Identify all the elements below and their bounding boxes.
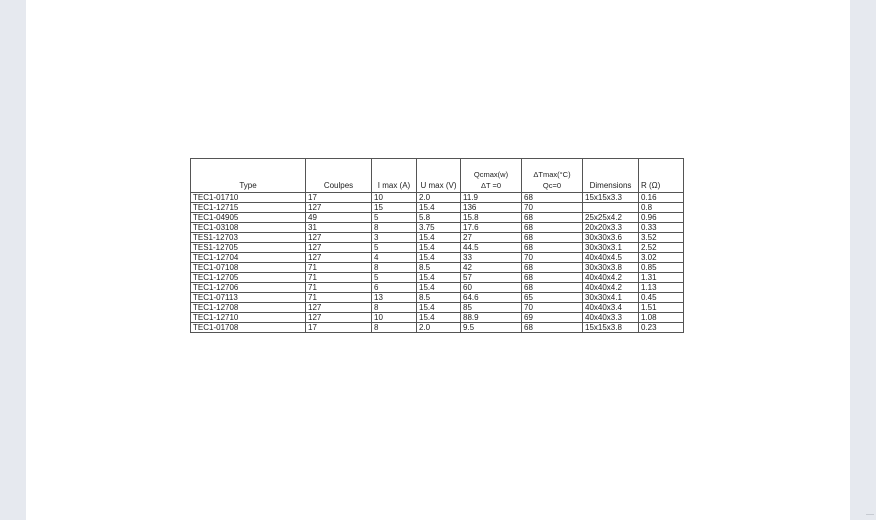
cell-qcmax: 27 — [461, 233, 522, 243]
table-row — [191, 203, 684, 213]
cell-dtmax: 65 — [522, 293, 583, 303]
cell-dimensions: 30x30x3.1 — [583, 243, 639, 253]
cell-qcmax: 9.5 — [461, 323, 522, 333]
cell-umax: 15.4 — [417, 253, 461, 263]
table-row — [191, 303, 684, 313]
cell-type: TEC1-04905 — [191, 213, 306, 223]
cell-couples: 127 — [306, 233, 372, 243]
table-row — [191, 223, 684, 233]
cell-imax: 3 — [372, 233, 417, 243]
header-dtmax-line1: ΔTmax(°C) — [533, 170, 571, 179]
cell-dimensions — [583, 203, 639, 213]
cell-qcmax: 136 — [461, 203, 522, 213]
cell-qcmax: 33 — [461, 253, 522, 263]
cell-couples: 71 — [306, 283, 372, 293]
cell-couples: 71 — [306, 273, 372, 283]
cell-umax: 2.0 — [417, 323, 461, 333]
cell-type: TES1-12705 — [191, 243, 306, 253]
cell-couples: 49 — [306, 213, 372, 223]
cell-resistance: 1.51 — [639, 303, 684, 313]
cell-couples: 17 — [306, 323, 372, 333]
table-header-row — [191, 159, 684, 193]
table-row — [191, 313, 684, 323]
cell-qcmax: 85 — [461, 303, 522, 313]
header-resistance: R (Ω) — [639, 159, 684, 193]
cell-imax: 6 — [372, 283, 417, 293]
cell-imax: 4 — [372, 253, 417, 263]
cell-resistance: 0.45 — [639, 293, 684, 303]
cell-type: TEC1-01710 — [191, 193, 306, 203]
cell-dtmax: 68 — [522, 213, 583, 223]
cell-type: TEC1-12710 — [191, 313, 306, 323]
cell-umax: 15.4 — [417, 233, 461, 243]
cell-dimensions: 30x30x3.8 — [583, 263, 639, 273]
cell-imax: 8 — [372, 263, 417, 273]
cell-imax: 8 — [372, 303, 417, 313]
cell-dimensions: 30x30x3.6 — [583, 233, 639, 243]
cell-dimensions: 15x15x3.3 — [583, 193, 639, 203]
cell-dimensions: 40x40x4.2 — [583, 273, 639, 283]
header-imax: I max (A) — [372, 159, 417, 193]
header-type: Type — [191, 159, 306, 193]
cell-dimensions: 30x30x4.1 — [583, 293, 639, 303]
table-row — [191, 323, 684, 333]
cell-couples: 17 — [306, 193, 372, 203]
cell-imax: 10 — [372, 313, 417, 323]
header-qcmax — [461, 159, 522, 193]
header-dimensions: Dimensions — [583, 159, 639, 193]
cell-dtmax: 70 — [522, 303, 583, 313]
cell-resistance: 1.31 — [639, 273, 684, 283]
cell-umax: 15.4 — [417, 303, 461, 313]
cell-dtmax: 68 — [522, 193, 583, 203]
cell-resistance: 2.52 — [639, 243, 684, 253]
cell-dtmax: 70 — [522, 253, 583, 263]
cell-imax: 15 — [372, 203, 417, 213]
cell-imax: 10 — [372, 193, 417, 203]
header-dtmax — [522, 159, 583, 193]
table-row — [191, 283, 684, 293]
table-row — [191, 273, 684, 283]
cell-umax: 15.4 — [417, 273, 461, 283]
tec-spec-table — [190, 158, 684, 333]
table-row — [191, 293, 684, 303]
cell-dtmax: 68 — [522, 283, 583, 293]
cell-resistance: 0.85 — [639, 263, 684, 273]
cell-type: TEC1-12706 — [191, 283, 306, 293]
cell-type: TEC1-01708 — [191, 323, 306, 333]
cell-dimensions: 40x40x4.5 — [583, 253, 639, 263]
cell-umax: 2.0 — [417, 193, 461, 203]
cell-couples: 127 — [306, 303, 372, 313]
header-umax: U max (V) — [417, 159, 461, 193]
table-row — [191, 233, 684, 243]
cell-couples: 71 — [306, 263, 372, 273]
cell-dimensions: 20x20x3.3 — [583, 223, 639, 233]
cell-type: TEC1-07108 — [191, 263, 306, 273]
cell-type: TEC1-12708 — [191, 303, 306, 313]
header-qcmax-line1: Qcmax(w) — [473, 170, 509, 179]
cell-resistance: 0.96 — [639, 213, 684, 223]
cell-couples: 127 — [306, 313, 372, 323]
cell-umax: 15.4 — [417, 283, 461, 293]
cell-dtmax: 68 — [522, 243, 583, 253]
cell-imax: 8 — [372, 223, 417, 233]
cell-type: TEC1-03108 — [191, 223, 306, 233]
cell-resistance: 1.13 — [639, 283, 684, 293]
cell-dimensions: 40x40x4.2 — [583, 283, 639, 293]
cell-resistance: 3.02 — [639, 253, 684, 263]
scrollbar-track[interactable] — [866, 0, 876, 520]
cell-imax: 5 — [372, 243, 417, 253]
cell-qcmax: 17.6 — [461, 223, 522, 233]
cell-imax: 8 — [372, 323, 417, 333]
cell-couples: 127 — [306, 243, 372, 253]
cell-dtmax: 69 — [522, 313, 583, 323]
cell-type: TEC1-07113 — [191, 293, 306, 303]
header-qcmax-line2: ΔT =0 — [480, 181, 502, 190]
cell-qcmax: 15.8 — [461, 213, 522, 223]
table-row — [191, 263, 684, 273]
cell-couples: 31 — [306, 223, 372, 233]
cell-type: TEC1-12715 — [191, 203, 306, 213]
cell-umax: 3.75 — [417, 223, 461, 233]
table-row — [191, 253, 684, 263]
cell-umax: 8.5 — [417, 263, 461, 273]
cell-umax: 15.4 — [417, 243, 461, 253]
cell-umax: 15.4 — [417, 203, 461, 213]
cell-dtmax: 68 — [522, 323, 583, 333]
cell-qcmax: 60 — [461, 283, 522, 293]
cell-dimensions: 15x15x3.8 — [583, 323, 639, 333]
cell-imax: 5 — [372, 213, 417, 223]
cell-couples: 127 — [306, 253, 372, 263]
cell-umax: 15.4 — [417, 313, 461, 323]
cell-imax: 5 — [372, 273, 417, 283]
cell-dtmax: 68 — [522, 273, 583, 283]
header-couples: Coulpes — [306, 159, 372, 193]
cell-qcmax: 88.9 — [461, 313, 522, 323]
cell-resistance: 0.33 — [639, 223, 684, 233]
cell-qcmax: 64.6 — [461, 293, 522, 303]
cell-dtmax: 68 — [522, 263, 583, 273]
table-row — [191, 213, 684, 223]
cell-dimensions: 25x25x4.2 — [583, 213, 639, 223]
cell-couples: 71 — [306, 293, 372, 303]
cell-type: TES1-12703 — [191, 233, 306, 243]
cell-dtmax: 70 — [522, 203, 583, 213]
cell-dtmax: 68 — [522, 233, 583, 243]
table-row — [191, 243, 684, 253]
cell-qcmax: 44.5 — [461, 243, 522, 253]
cell-resistance: 0.16 — [639, 193, 684, 203]
table-row — [191, 193, 684, 203]
cell-type: TEC1-12705 — [191, 273, 306, 283]
cell-imax: 13 — [372, 293, 417, 303]
cell-qcmax: 42 — [461, 263, 522, 273]
cell-dimensions: 40x40x3.4 — [583, 303, 639, 313]
cell-dimensions: 40x40x3.3 — [583, 313, 639, 323]
cell-resistance: 1.08 — [639, 313, 684, 323]
cell-umax: 8.5 — [417, 293, 461, 303]
cell-qcmax: 57 — [461, 273, 522, 283]
scrollbar-marker[interactable] — [866, 514, 874, 515]
header-dtmax-line2: Qc=0 — [542, 181, 562, 190]
cell-type: TEC1-12704 — [191, 253, 306, 263]
cell-resistance: 0.8 — [639, 203, 684, 213]
cell-couples: 127 — [306, 203, 372, 213]
cell-resistance: 3.52 — [639, 233, 684, 243]
cell-qcmax: 11.9 — [461, 193, 522, 203]
cell-resistance: 0.23 — [639, 323, 684, 333]
cell-umax: 5.8 — [417, 213, 461, 223]
cell-dtmax: 68 — [522, 223, 583, 233]
